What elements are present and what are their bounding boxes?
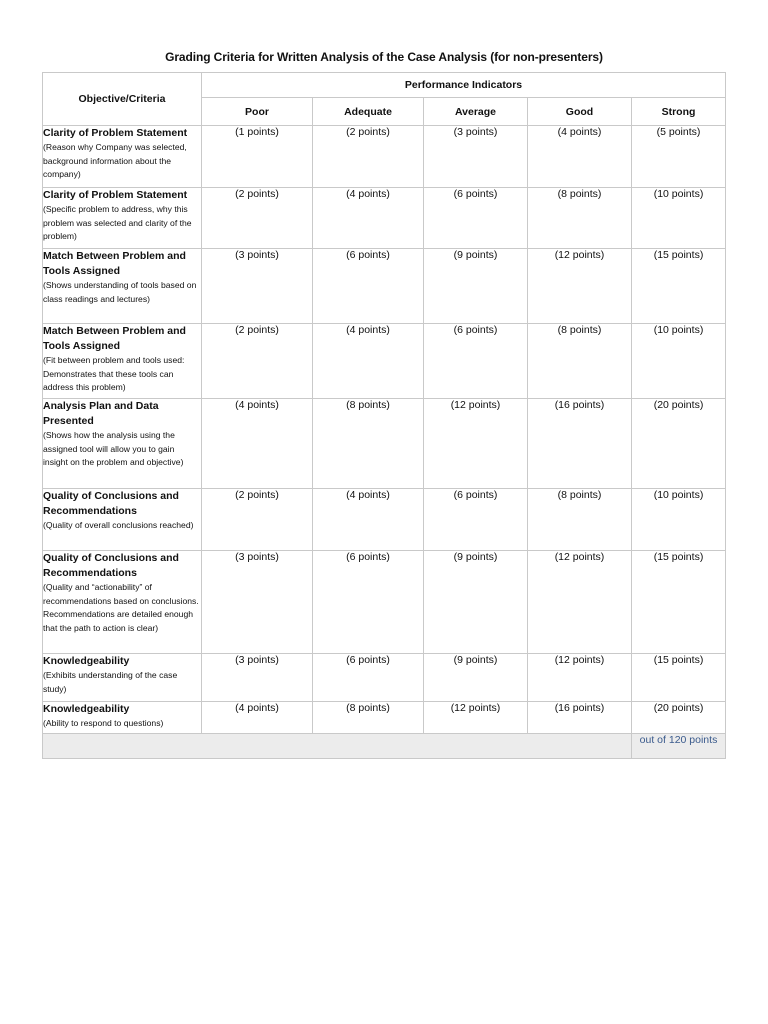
grading-rubric-table (42, 72, 726, 759)
points-adequate: (2 points) (313, 126, 424, 188)
criteria-description: (Exhibits understanding of the case study) (43, 670, 178, 694)
points-strong: (20 points) (632, 399, 726, 489)
points-good: (8 points) (528, 324, 632, 399)
points-strong: (5 points) (632, 126, 726, 188)
points-strong: (10 points) (632, 489, 726, 551)
table-row (43, 702, 726, 734)
points-strong: (15 points) (632, 551, 726, 654)
total-row-blank (43, 734, 632, 759)
points-good: (8 points) (528, 489, 632, 551)
points-average: (9 points) (424, 249, 528, 324)
table-row (43, 126, 726, 188)
criteria-title: Clarity of Problem Statement (43, 127, 188, 139)
criteria-title: Knowledgeability (43, 703, 130, 715)
page-title: Grading Criteria for Written Analysis of the Case Analysis (for non-presenters) (165, 50, 603, 64)
table-row (43, 399, 726, 489)
points-average: (12 points) (424, 702, 528, 734)
criteria-title: Knowledgeability (43, 655, 130, 667)
criteria-title: Quality of Conclusions and Recommendations (43, 490, 179, 517)
header-objective-criteria: Objective/Criteria (43, 73, 202, 126)
points-poor: (4 points) (202, 702, 313, 734)
points-adequate: (4 points) (313, 324, 424, 399)
points-good: (16 points) (528, 399, 632, 489)
points-poor: (2 points) (202, 489, 313, 551)
table-row (43, 551, 726, 654)
points-strong: (20 points) (632, 702, 726, 734)
criteria-title: Analysis Plan and Data Presented (43, 400, 159, 427)
header-level-good: Good (528, 98, 632, 126)
total-points: out of 120 points (632, 734, 726, 759)
criteria-title: Match Between Problem and Tools Assigned (43, 250, 186, 277)
points-poor: (4 points) (202, 399, 313, 489)
points-adequate: (4 points) (313, 489, 424, 551)
table-row (43, 249, 726, 324)
header-level-average: Average (424, 98, 528, 126)
points-poor: (1 points) (202, 126, 313, 188)
criteria-cell (43, 654, 202, 702)
criteria-cell (43, 399, 202, 489)
points-good: (12 points) (528, 551, 632, 654)
points-average: (12 points) (424, 399, 528, 489)
table-row (43, 654, 726, 702)
criteria-cell (43, 489, 202, 551)
criteria-description: (Ability to respond to questions) (43, 718, 164, 728)
criteria-description: (Reason why Company was selected, background information about the company) (43, 142, 187, 179)
header-level-poor: Poor (202, 98, 313, 126)
points-adequate: (6 points) (313, 654, 424, 702)
points-adequate: (8 points) (313, 399, 424, 489)
criteria-cell (43, 249, 202, 324)
criteria-cell (43, 126, 202, 188)
criteria-description: (Shows understanding of tools based on class readings and lectures) (43, 280, 197, 304)
criteria-cell (43, 702, 202, 734)
points-average: (6 points) (424, 188, 528, 249)
points-poor: (3 points) (202, 654, 313, 702)
points-good: (8 points) (528, 188, 632, 249)
table-row (43, 489, 726, 551)
points-poor: (3 points) (202, 551, 313, 654)
criteria-description: (Quality of overall conclusions reached) (43, 520, 194, 530)
criteria-title: Clarity of Problem Statement (43, 189, 188, 201)
criteria-description: (Quality and “actionability” of recommendations based on conclusions. Recommendations are detailed enough that the path to action is clear) (43, 582, 199, 633)
points-adequate: (6 points) (313, 249, 424, 324)
table-row (43, 188, 726, 249)
points-average: (3 points) (424, 126, 528, 188)
header-level-strong: Strong (632, 98, 726, 126)
points-adequate: (6 points) (313, 551, 424, 654)
criteria-description: (Specific problem to address, why this problem was selected and clarity of the problem) (43, 204, 192, 241)
criteria-title: Quality of Conclusions and Recommendations (43, 552, 179, 579)
rubric-body (43, 126, 726, 759)
criteria-cell (43, 324, 202, 399)
points-average: (9 points) (424, 551, 528, 654)
criteria-title: Match Between Problem and Tools Assigned (43, 325, 186, 352)
points-strong: (15 points) (632, 654, 726, 702)
criteria-description: (Shows how the analysis using the assigned tool will allow you to gain insight on the problem and objective) (43, 430, 184, 467)
points-poor: (2 points) (202, 188, 313, 249)
criteria-cell (43, 188, 202, 249)
points-strong: (10 points) (632, 324, 726, 399)
points-adequate: (4 points) (313, 188, 424, 249)
points-average: (6 points) (424, 324, 528, 399)
points-poor: (3 points) (202, 249, 313, 324)
criteria-description: (Fit between problem and tools used: Demonstrates that these tools can address this problem) (43, 355, 185, 392)
points-poor: (2 points) (202, 324, 313, 399)
criteria-cell (43, 551, 202, 654)
points-good: (12 points) (528, 249, 632, 324)
header-performance-indicators: Performance Indicators (202, 73, 726, 98)
points-good: (4 points) (528, 126, 632, 188)
points-adequate: (8 points) (313, 702, 424, 734)
header-level-adequate: Adequate (313, 98, 424, 126)
points-good: (16 points) (528, 702, 632, 734)
points-strong: (15 points) (632, 249, 726, 324)
points-average: (9 points) (424, 654, 528, 702)
total-row (43, 734, 726, 759)
points-good: (12 points) (528, 654, 632, 702)
points-strong: (10 points) (632, 188, 726, 249)
table-row (43, 324, 726, 399)
points-average: (6 points) (424, 489, 528, 551)
